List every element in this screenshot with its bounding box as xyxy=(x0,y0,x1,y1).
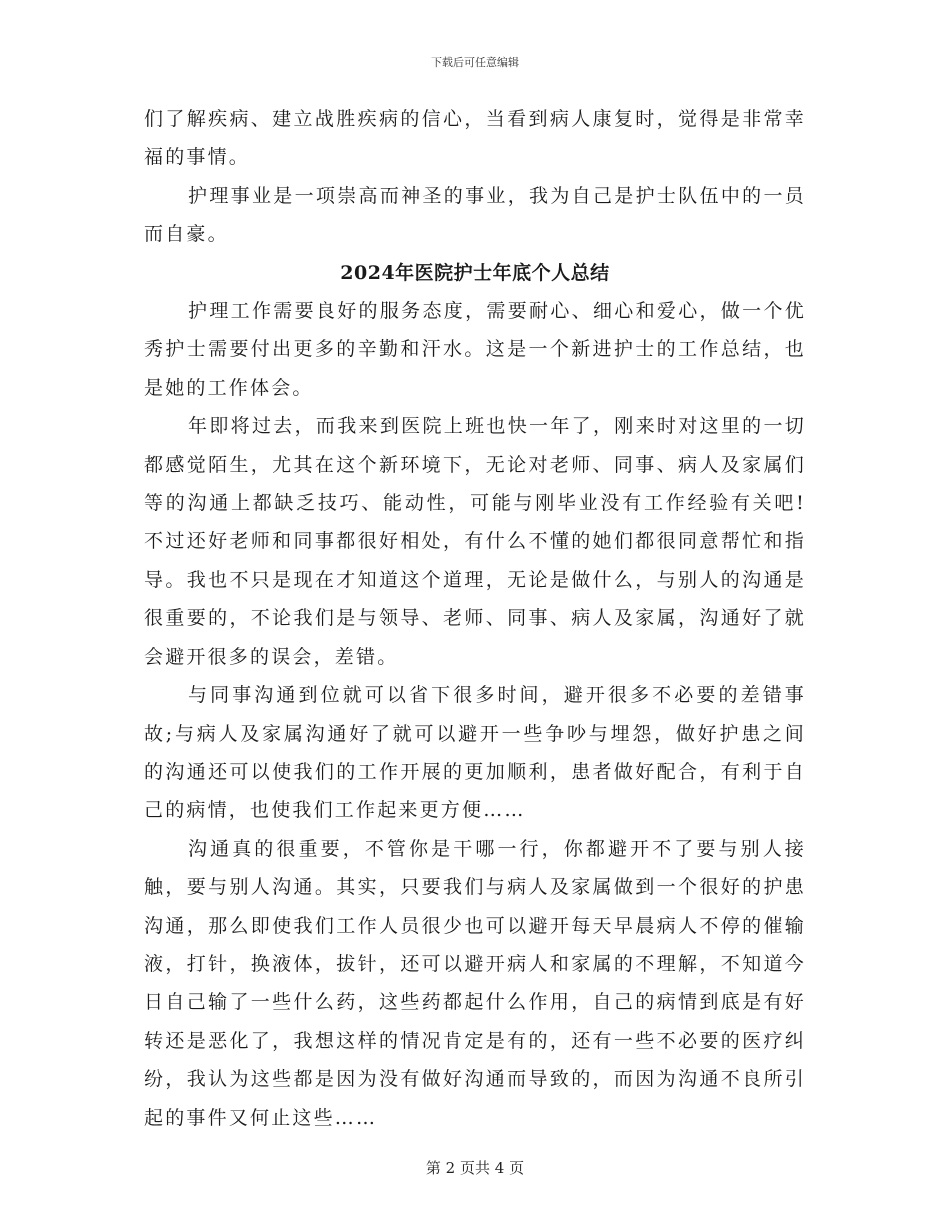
paragraph-nursing-career: 护理事业是一项崇高而神圣的事业，我为自己是护士队伍中的一员而自豪。 xyxy=(144,184,806,246)
page-header: 下载后可任意编辑 xyxy=(431,56,519,69)
paragraph-colleague-communication: 与同事沟通到位就可以省下很多时间，避开很多不必要的差错事故;与病人及家属沟通好了就可以避开一些争吵与埋怨，做好护患之间的沟通还可以使我们的工作开展的更加顺利，患者做好配合，有利于自己的病情，也使我们工作起来更方便…… xyxy=(144,684,806,822)
paragraph-communication-importance: 沟通真的很重要，不管你是干哪一行，你都避开不了要与别人接触，要与别人沟通。其实，只要我们与病人及家属做到一个很好的护患沟通，那么即使我们工作人员很少也可以避开每天早晨病人不停的催输液，打针，换液体，拔针，还可以避开病人和家属的不理解，不知道今日自己输了一些什么药，这些药都起什么作用，自己的病情到底是有好转还是恶化了，我想这样的情况肯定是有的，还有一些不必要的医疗纠纷，我认为这些都是因为没有做好沟通而导致的，而因为沟通不良所引起的事件又何止这些…… xyxy=(144,837,806,1129)
paragraph-continuation: 们了解疾病、建立战胜疾病的信心，当看到病人康复时，觉得是非常幸福的事情。 xyxy=(144,108,806,169)
page-footer: 第 2 页共 4 页 xyxy=(425,1159,525,1177)
document-body xyxy=(144,100,806,1137)
section-title: 2024年医院护士年底个人总结 xyxy=(340,261,610,284)
paragraph-year-review: 年即将过去，而我来到医院上班也快一年了，刚来时对这里的一切都感觉陌生，尤其在这个新环境下，无论对老师、同事、病人及家属们等的沟通上都缺乏技巧、能动性，可能与刚毕业没有工作经验有关吧!不过还好老师和同事都很好相处，有什么不懂的她们都很同意帮忙和指导。我也不只是现在才知道这个道理，无论是做什么，与别人的沟通是很重要的，不论我们是与领导、老师、同事、病人及家属，沟通好了就会避开很多的误会，差错。 xyxy=(144,415,806,668)
paragraph-intro: 护理工作需要良好的服务态度，需要耐心、细心和爱心，做一个优秀护士需要付出更多的辛勤和汗水。这是一个新进护士的工作总结，也是她的工作体会。 xyxy=(144,300,806,399)
